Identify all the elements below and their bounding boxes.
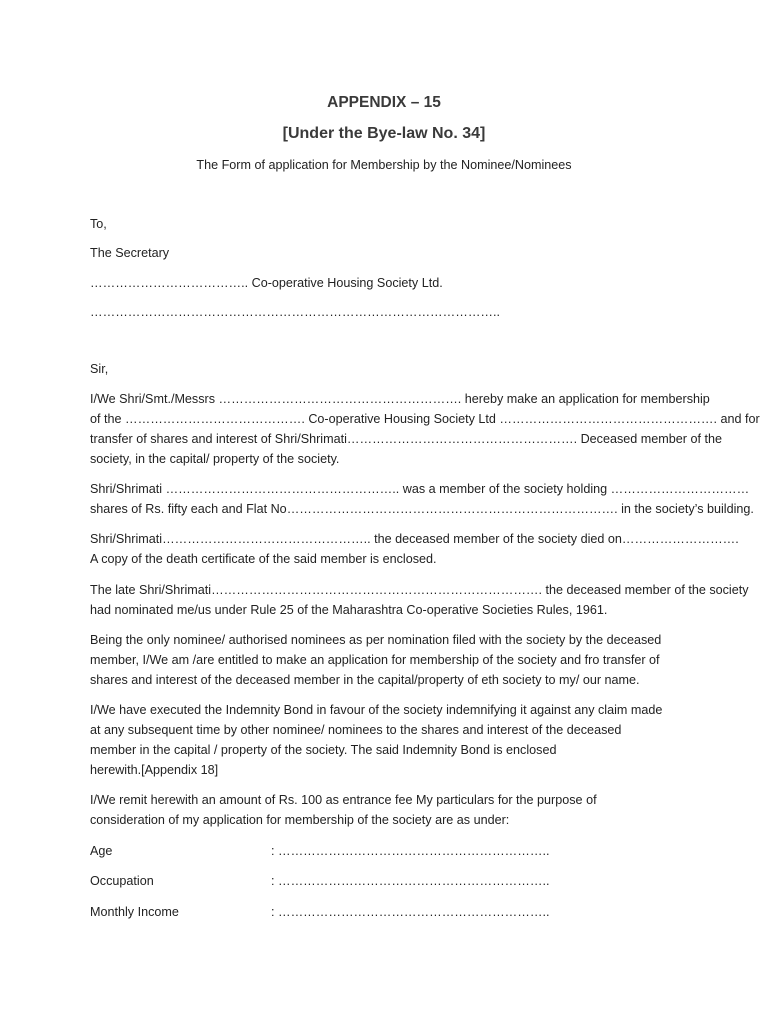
particular-label-occupation: Occupation [90, 874, 154, 888]
particular-label-monthly-income: Monthly Income [90, 905, 179, 919]
paragraph-2-line: Shri/Shrimati ……………………………………………….. was a member of the society holding …………………………… [90, 482, 750, 496]
bye-law-subtitle: [Under the Bye-law No. 34] [282, 125, 486, 142]
address-recipient: The Secretary [90, 246, 170, 260]
paragraph-3-line: A copy of the death certificate of the said member is enclosed. [90, 552, 437, 566]
address-to: To, [90, 217, 107, 231]
address-society-line: ……………………………….. Co-operative Housing Society Ltd. [90, 276, 443, 290]
form-title: The Form of application for Membership by the Nominee/Nominees [196, 158, 572, 172]
paragraph-4-line: The late Shri/Shrimati……………………………………………………………………. the deceased member of the society [90, 583, 749, 597]
paragraph-1-line: of the ……………………………………. Co-operative Housing Society Ltd ……………………………………………. and for [90, 412, 760, 426]
paragraph-1-line: transfer of shares and interest of Shri/Shrimati………………………………………………. Deceased member of the [90, 432, 722, 446]
particular-value-monthly-income: : ……………………………………………………….. [271, 905, 550, 919]
paragraph-6-line: I/We have executed the Indemnity Bond in favour of the society indemnifying it against any claim made [90, 703, 663, 717]
paragraph-5-line: shares and interest of the deceased member in the capital/property of eth society to my/ our name. [90, 673, 640, 687]
appendix-title: APPENDIX – 15 [327, 94, 441, 111]
paragraph-3-line: Shri/Shrimati………………………………………….. the deceased member of the society died on………………………. [90, 532, 739, 546]
paragraph-6-line: member in the capital / property of the society. The said Indemnity Bond is enclosed [90, 743, 557, 757]
paragraph-2-line: shares of Rs. fifty each and Flat No……………………………………………………………………. in the society’s building. [90, 502, 754, 516]
paragraph-5-line: Being the only nominee/ authorised nominees as per nomination filed with the society by the deceased [90, 633, 662, 647]
paragraph-1-line: I/We Shri/Smt./Messrs …………………………………………………. hereby make an application for membership [90, 392, 710, 406]
salutation: Sir, [90, 362, 109, 376]
paragraph-1-line: society, in the capital/ property of the society. [90, 452, 340, 466]
paragraph-5-line: member, I/We am /are entitled to make an application for membership of the society and fro transfer of [90, 653, 660, 667]
particular-value-age: : ……………………………………………………….. [271, 844, 550, 858]
paragraph-6-line: herewith.[Appendix 18] [90, 763, 219, 777]
paragraph-6-line: at any subsequent time by other nominee/ nominees to the shares and interest of the deceased [90, 723, 622, 737]
particular-value-occupation: : ……………………………………………………….. [271, 874, 550, 888]
particular-label-age: Age [90, 844, 113, 858]
paragraph-4-line: had nominated me/us under Rule 25 of the Maharashtra Co-operative Societies Rules, 1961. [90, 603, 608, 617]
paragraph-7-line: I/We remit herewith an amount of Rs. 100 as entrance fee My particulars for the purpose of [90, 793, 597, 807]
paragraph-7-line: consideration of my application for membership of the society are as under: [90, 813, 510, 827]
address-line: …………………………………………………………………………………….. [90, 305, 500, 319]
